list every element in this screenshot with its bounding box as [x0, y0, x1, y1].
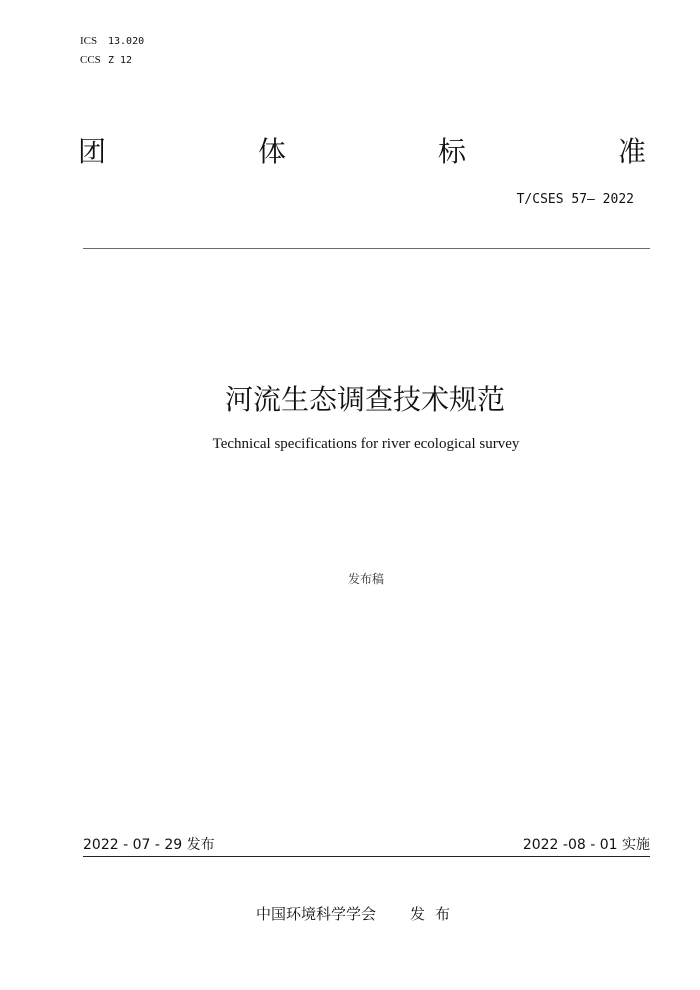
date-row [83, 836, 650, 854]
document-title-cn: 河流生态调查技术规范 [224, 383, 505, 416]
draft-status: 发布稿 [347, 572, 384, 586]
standard-type-char: 团 [78, 135, 107, 168]
ccs-value: Z 12 [108, 55, 133, 66]
ccs-label: CCS [80, 54, 101, 66]
publisher-name: 中国环境科学学会 [256, 905, 377, 923]
document-title-en: Technical specifications for river ecological survey [212, 436, 520, 452]
publisher-action: 发布 [410, 905, 461, 923]
standard-type-char: 标 [437, 135, 466, 168]
standard-type-heading [78, 134, 646, 170]
ics-code [80, 34, 144, 49]
ics-value: 13.020 [108, 36, 145, 47]
publisher-line [256, 904, 460, 924]
release-date: 2022 - 07 - 29 发布 [83, 837, 215, 853]
standard-number: T/CSES 57— 2022 [516, 192, 634, 207]
ccs-code [80, 53, 132, 68]
implementation-date: 2022 -08 - 01 实施 [522, 837, 650, 853]
header-divider [83, 248, 650, 249]
standard-type-char: 体 [257, 135, 286, 168]
standard-type-char: 准 [617, 135, 646, 168]
footer-divider [83, 856, 650, 857]
ics-label: ICS [80, 35, 98, 47]
